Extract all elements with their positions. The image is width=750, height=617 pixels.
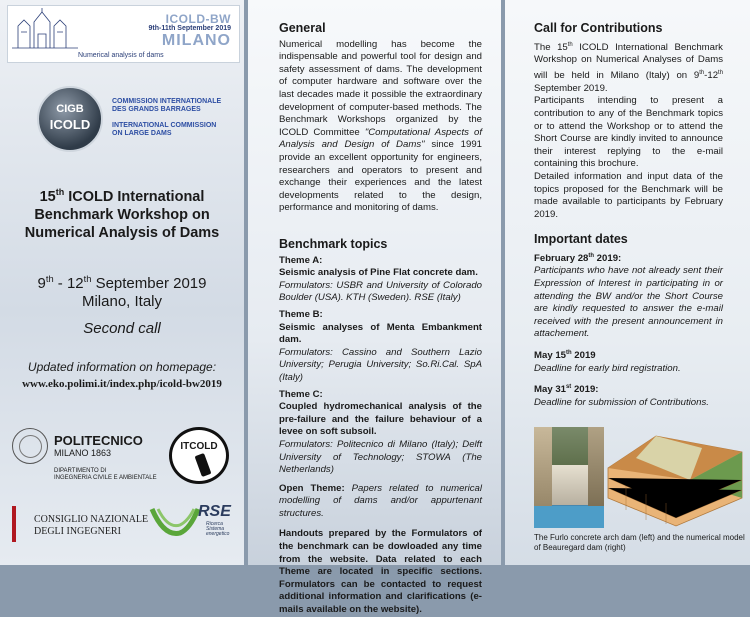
important-dates-section xyxy=(534,233,723,414)
cni-line1: CONSIGLIO NAZIONALE xyxy=(34,514,149,525)
date-1-sup: th xyxy=(588,252,595,259)
handouts-note: Handouts prepared by the Formulators of the benchmark can be dowloaded any time from the website. Data related to each Theme are located in specific sections. Formulators can be contacted to request additional information and clarifications (e-mails available on the website). xyxy=(279,528,482,616)
committee-name: "Computational Aspects of Analysis and Design of Dams" xyxy=(279,126,482,151)
images-caption: The Furlo concrete arch dam (left) and the numerical model of Beauregard dam (right) xyxy=(534,533,745,552)
politecnico-seal-icon xyxy=(12,428,48,464)
date-3-text: Deadline for submission of Contributions. xyxy=(534,397,709,409)
general-paragraph xyxy=(279,39,482,215)
title-line3: Numerical Analysis of Dams xyxy=(24,224,220,241)
theme-a-label: Theme A: xyxy=(279,254,323,266)
date-2-label xyxy=(534,347,723,363)
cfc-p1-d: September 2019. xyxy=(534,82,608,94)
theme-c xyxy=(279,389,482,477)
benchmark-heading: Benchmark topics xyxy=(279,237,388,251)
itcold-logo-text: ITCOLD xyxy=(180,441,218,452)
rse-sub2: Sistema xyxy=(206,526,225,532)
milano-cathedral-sketch-icon xyxy=(10,8,80,52)
date-3-label xyxy=(534,381,723,397)
date-2-b: 2019 xyxy=(571,350,596,362)
title-ordinal: 15 xyxy=(39,188,56,205)
rse-sub1: Ricerca xyxy=(206,521,223,527)
general-text-a: Numerical modelling has become the indispensable and powerful tool for design and safety assessment of dams. The development of computer hardware and software over the last decades made it possible the extraordinary development of computer-based methods. The Benchmark Workshops organized by the ICOLD Committee xyxy=(279,38,482,138)
politecnico-sub: MILANO 1863 xyxy=(54,448,112,458)
icold-logo-text: ICOLD xyxy=(49,117,91,132)
workshop-title xyxy=(0,183,244,242)
commission-en-line2: ON LARGE DAMS xyxy=(112,130,172,137)
banner-city: MILANO xyxy=(161,32,231,49)
rse-swoosh-icon xyxy=(150,503,200,543)
title-sup: th xyxy=(55,187,65,197)
open-theme xyxy=(279,483,482,521)
date-start: 9 xyxy=(37,275,46,292)
cfc-p1-c: -12 xyxy=(704,70,719,82)
title-line2: Benchmark Workshop on xyxy=(34,206,210,223)
homepage-link[interactable]: www.eko.polimi.it/index.php/icold-bw2019 xyxy=(22,378,222,390)
date-start-sup: th xyxy=(45,274,54,284)
rse-logo xyxy=(150,503,235,543)
banner-tagline: Numerical analysis of dams xyxy=(78,52,164,59)
cfc-section xyxy=(534,22,723,221)
date-end-sup: th xyxy=(83,274,92,284)
cfc-paragraph-1 xyxy=(534,39,723,96)
open-theme-text: Papers related to numerical modelling of dams and/or appurtenant structures. xyxy=(279,482,483,519)
theme-b-title: Seismic analyses of Menta Embankment dam. xyxy=(279,321,482,346)
itcold-logo xyxy=(169,427,229,484)
general-section xyxy=(279,22,482,215)
cni-line2: DEGLI INGEGNERI xyxy=(34,526,121,537)
furlo-dam-photo xyxy=(534,427,604,528)
politecnico-department xyxy=(54,468,157,482)
beauregard-dam-model-image xyxy=(606,428,744,528)
benchmark-section xyxy=(279,238,482,617)
date-1-b: 2019: xyxy=(594,252,622,264)
date-rest: September 2019 xyxy=(91,275,207,292)
cover-panel xyxy=(0,0,244,565)
date-2-sup: th xyxy=(566,349,572,356)
cfc-paragraph-3: Detailed information and input data of the topics proposed for the Benchmark will be made available to participants by February 2019. xyxy=(534,170,723,220)
call-status: Second call xyxy=(83,320,161,337)
cni-logo-bar-icon xyxy=(12,506,16,542)
date-1-label xyxy=(534,250,723,266)
cfc-p1-sup3: th xyxy=(718,69,723,76)
cni-name xyxy=(34,514,148,538)
theme-b-formulators: Formulators: Cassino and Southern Lazio University; Perugia University; So.Ri.Cal. SpA (Italy) xyxy=(279,346,482,383)
commission-fr-line1: COMMISSION INTERNATIONALE xyxy=(112,98,222,105)
theme-b xyxy=(279,309,482,385)
cfc-paragraph-2: Participants intending to present a contribution to any of the Benchmark topics or to attend the Workshop or to attend the Short Course are kindly invited to announce their interest replying to the e-mail containing this brochure. xyxy=(534,95,723,170)
commission-fr-line2: DES GRANDS BARRAGES xyxy=(112,106,201,113)
date-3-sup: st xyxy=(566,384,572,391)
rse-text: RSE xyxy=(198,503,231,520)
updated-label: Updated information on homepage: xyxy=(27,360,217,374)
general-text-b: since 1991 provide an excellent opportunity for engineers, researchers and operators to present and exchange their experiences and the latest developments related to the design, performance and monitoring of dams. xyxy=(279,139,483,214)
politecnico-name: POLITECNICO xyxy=(54,433,143,448)
department-line1: DIPARTIMENTO DI xyxy=(54,468,107,474)
rse-sub3: energetico xyxy=(206,531,230,537)
theme-b-label: Theme B: xyxy=(279,308,323,320)
date-1-a: February 28 xyxy=(534,252,589,264)
date-2-text: Deadline for early bird registration. xyxy=(534,362,681,374)
title-line1: ICOLD International xyxy=(64,188,205,205)
rse-subtitle xyxy=(206,522,229,537)
important-dates-heading: Important dates xyxy=(534,232,628,246)
department-line2: INGEGNERIA CIVILE E AMBIENTALE xyxy=(54,475,157,481)
open-theme-label: Open Theme: xyxy=(279,482,345,494)
commission-name xyxy=(112,98,242,138)
theme-c-title: Coupled hydromechanical analysis of the pre-failure and the failure behaviour of a levee on soft subsoil. xyxy=(279,401,482,438)
cfc-p1-sup2: th xyxy=(699,69,705,76)
date-end: - 12 xyxy=(53,275,84,292)
date-2-a: May 15 xyxy=(534,350,566,362)
cfc-p1-a: The 15 xyxy=(534,41,568,53)
theme-a-title: Seismic analysis of Pine Flat concrete dam. xyxy=(279,267,478,279)
workshop-location: Milano, Italy xyxy=(81,293,163,310)
theme-a-formulators: Formulators: USBR and University of Colorado Boulder (USA). KTH (Sweden). RSE (Italy) xyxy=(279,279,482,304)
cfc-p1-b: ICOLD International Benchmark Workshop on Numerical Analyses of Dams will be held in Milano (Italy) on 9 xyxy=(534,41,723,82)
date-3-a: May 31 xyxy=(534,384,566,396)
italy-map-icon xyxy=(195,453,212,477)
cfc-p1-sup1: th xyxy=(567,41,573,48)
general-heading: General xyxy=(279,21,326,35)
event-banner xyxy=(7,5,240,63)
theme-c-formulators: Formulators: Politecnico di Milano (Italy); Delft University of Technology; STOWA (The Netherlands) xyxy=(279,438,482,476)
workshop-dates xyxy=(0,270,244,311)
banner-date: 9th-11th September 2019 xyxy=(148,25,231,32)
date-1-text: Participants who have not already sent their Expression of Interest in participating in or attending the BW and/or the Short Course are kindly requested to answer the e-mail received with the present announcement in attachement. xyxy=(534,265,723,340)
commission-en-line1: INTERNATIONAL COMMISSION xyxy=(112,122,217,129)
banner-event: ICOLD-BW xyxy=(165,12,231,26)
theme-c-label: Theme C: xyxy=(279,388,323,400)
cigb-icold-logo xyxy=(37,86,103,152)
theme-a xyxy=(279,255,482,305)
cigb-logo-text: CIGB xyxy=(56,103,84,115)
date-3-b: 2019: xyxy=(571,384,599,396)
cfc-heading: Call for Contributions xyxy=(534,21,663,35)
